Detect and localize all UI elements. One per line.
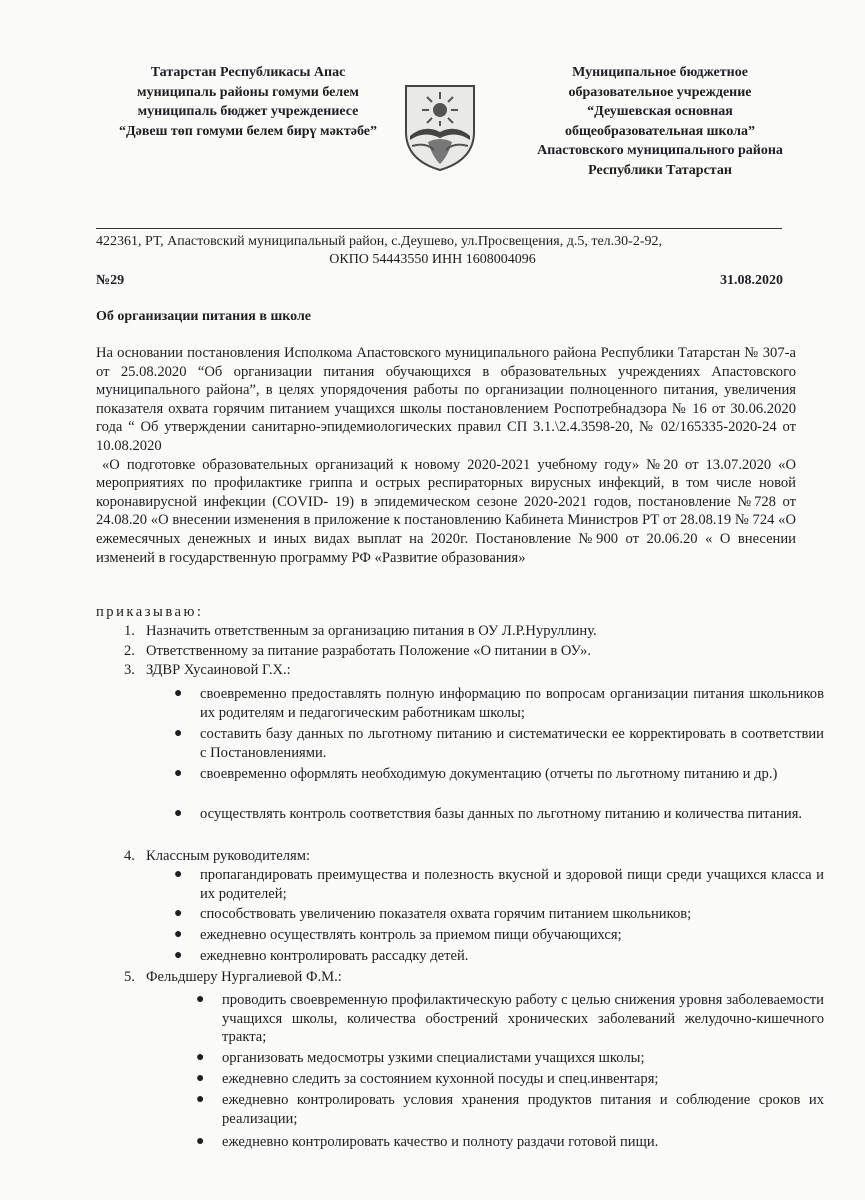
sub-item <box>196 991 824 1047</box>
sub-item-text: составить базу данных по льготному питанию и систематически ее корректировать в соответствии с Постановлениями. <box>200 726 824 761</box>
sub-item <box>174 866 824 903</box>
sub-item <box>196 1133 824 1152</box>
item-number: 5. <box>124 969 135 985</box>
header-right-line: Республики Татарстан <box>588 162 732 178</box>
preamble-paragraph: «О подготовке образовательных организаций к новому 2020-2021 учебному году» №20 от 13.07.2020 «О мероприятиях по профилактике гриппа и острых респираторных вирусных инфекций, в том числе новой коронавирусной инфекции (COVID- 19) в эпидемическом сезоне 2020-2021 годов, постановление №728 от 24.08.20 «О внесении изменения в приложение к постановлению Кабинета Министров РТ от 28.08.19 № 724 «О ежемесячных денежных и иных видах выплат на 2020г. Постановление №900 от 20.06.20 « О внесении изменеий в государственную программу РФ «Развитие образования» <box>96 456 796 566</box>
list-item <box>124 968 342 987</box>
bullet-icon: ● <box>174 948 183 963</box>
bullet-icon: ● <box>196 992 205 1007</box>
sub-item-text: осуществлять контроль соответствия базы данных по льготному питанию и количества питания. <box>200 806 803 822</box>
list-item <box>124 661 291 680</box>
preamble <box>96 344 796 567</box>
header-left-line: муниципаль бюджет учреждениесе <box>137 104 359 120</box>
sub-item <box>196 1049 824 1068</box>
sub-item-text: ежедневно следить за состоянием кухонной посуды и спец.инвентаря; <box>222 1071 659 1087</box>
bullet-icon: ● <box>196 1092 205 1107</box>
order-date: 31.08.2020 <box>720 273 783 288</box>
sub-item-text: своевременно оформлять необходимую документацию (отчеты по льготному питанию и др.) <box>200 766 778 782</box>
list-item <box>124 642 591 661</box>
item-number: 4. <box>124 848 135 864</box>
header-right-line: Муниципальное бюджетное <box>572 65 748 80</box>
sub-item-text: пропагандировать преимущества и полезность вкусной и здоровой пищи среди учащихся класса и их родителей; <box>200 867 824 902</box>
order-number: №29 <box>96 273 125 288</box>
bullet-icon: ● <box>174 906 183 921</box>
header-right-line: образовательное учреждение <box>568 84 752 100</box>
item-text: Ответственному за питание разработать Положение «О питании в ОУ». <box>146 643 591 659</box>
sub-item <box>174 805 824 824</box>
item-text: Классным руководителям: <box>146 848 311 864</box>
header-right-line: “Деушевская основная <box>587 104 733 120</box>
bullet-icon: ● <box>174 806 183 821</box>
bullet-icon: ● <box>196 1050 205 1065</box>
header-divider <box>96 228 782 229</box>
address-line: 422361, РТ, Апастовский муниципальный район, с.Деушево, ул.Просвещения, д.5, тел.30-2-92, <box>96 234 662 249</box>
registry-codes-line: ОКПО 54443550 ИНН 1608004096 <box>329 252 536 267</box>
header-right-line: общеобразовательная школа” <box>564 123 756 139</box>
bullet-icon: ● <box>196 1071 205 1086</box>
sub-item-text: ежедневно контролировать рассадку детей. <box>200 948 469 964</box>
sub-item-text: своевременно предоставлять полную информацию по вопросам организации питания школьников их родителям и педагогическим работникам школы; <box>200 686 824 721</box>
sub-item <box>196 1070 824 1089</box>
sub-item <box>174 685 824 722</box>
bullet-icon: ● <box>174 927 183 942</box>
sub-item <box>174 765 824 784</box>
item-number: 3. <box>124 662 135 678</box>
header-left-line: “Дәвеш төп гомуми белем бирү мәктәбе” <box>118 123 377 139</box>
item-text: Фельдшеру Нургалиевой Ф.М.: <box>146 969 342 985</box>
item-number: 1. <box>124 623 135 639</box>
bullet-icon: ● <box>174 766 183 781</box>
item-text: ЗДВР Хусаиновой Г.Х.: <box>146 662 291 678</box>
bullet-icon: ● <box>174 686 183 701</box>
sub-item-text: ежедневно контролировать качество и полноту раздачи готовой пищи. <box>222 1134 659 1150</box>
sub-item-text: организовать медосмотры узкими специалистами учащихся школы; <box>222 1050 645 1066</box>
header-right-block <box>480 63 840 181</box>
sub-item <box>174 725 824 762</box>
sub-item <box>174 947 824 966</box>
sub-item-text: способствовать увеличению показателя охвата горячим питанием школьников; <box>200 906 692 922</box>
sub-item <box>174 905 824 924</box>
list-item <box>124 622 597 641</box>
decree-word: приказываю: <box>96 604 204 620</box>
item-number: 2. <box>124 643 135 659</box>
header-left-line: муниципаль районы гомуми белем <box>137 84 359 100</box>
document-title: Об организации питания в школе <box>96 309 312 324</box>
sub-item <box>196 1091 824 1128</box>
list-item <box>124 847 310 866</box>
header-right-line: Апастовского муниципального района <box>537 143 783 159</box>
sub-item-text: ежедневно контролировать условия хранения продуктов питания и соблюдение сроков их реализации; <box>222 1092 824 1127</box>
item-text: Назначить ответственным за организацию питания в ОУ Л.Р.Нуруллину. <box>146 623 597 639</box>
header-left-line: Татарстан Республикасы Апас <box>150 65 346 80</box>
bullet-icon: ● <box>174 726 183 741</box>
sub-item <box>174 926 824 945</box>
coat-of-arms-emblem <box>398 80 482 172</box>
bullet-icon: ● <box>196 1134 205 1149</box>
preamble-paragraph: На основании постановления Исполкома Апастовского муниципального района Республики Татарстан № 307-а от 25.08.2020 “Об организации питания обучающихся в образовательных учреждениях Апастовского муниципального района”, в целях упорядочения работы по организации полноценного питания, увеличения показателя охвата горячим питанием учащихся школы постановлением Роспотребнадзора № 16 от 30.06.2020 года “ Об утверждении санитарно-эпидемиологических правил СП 3.1.\2.4.3598-20, № 02/165335-2020-24 от 10.08.2020 <box>96 345 796 454</box>
header-left-block <box>68 63 428 141</box>
sub-item-text: ежедневно осуществлять контроль за приемом пищи обучающихся; <box>200 927 622 943</box>
sub-item-text: проводить своевременную профилактическую работу с целью снижения уровня заболеваемости учащихся школы, количества обострений хронических заболеваний желудочно-кишечного тракта; <box>222 992 824 1045</box>
bullet-icon: ● <box>174 867 183 882</box>
